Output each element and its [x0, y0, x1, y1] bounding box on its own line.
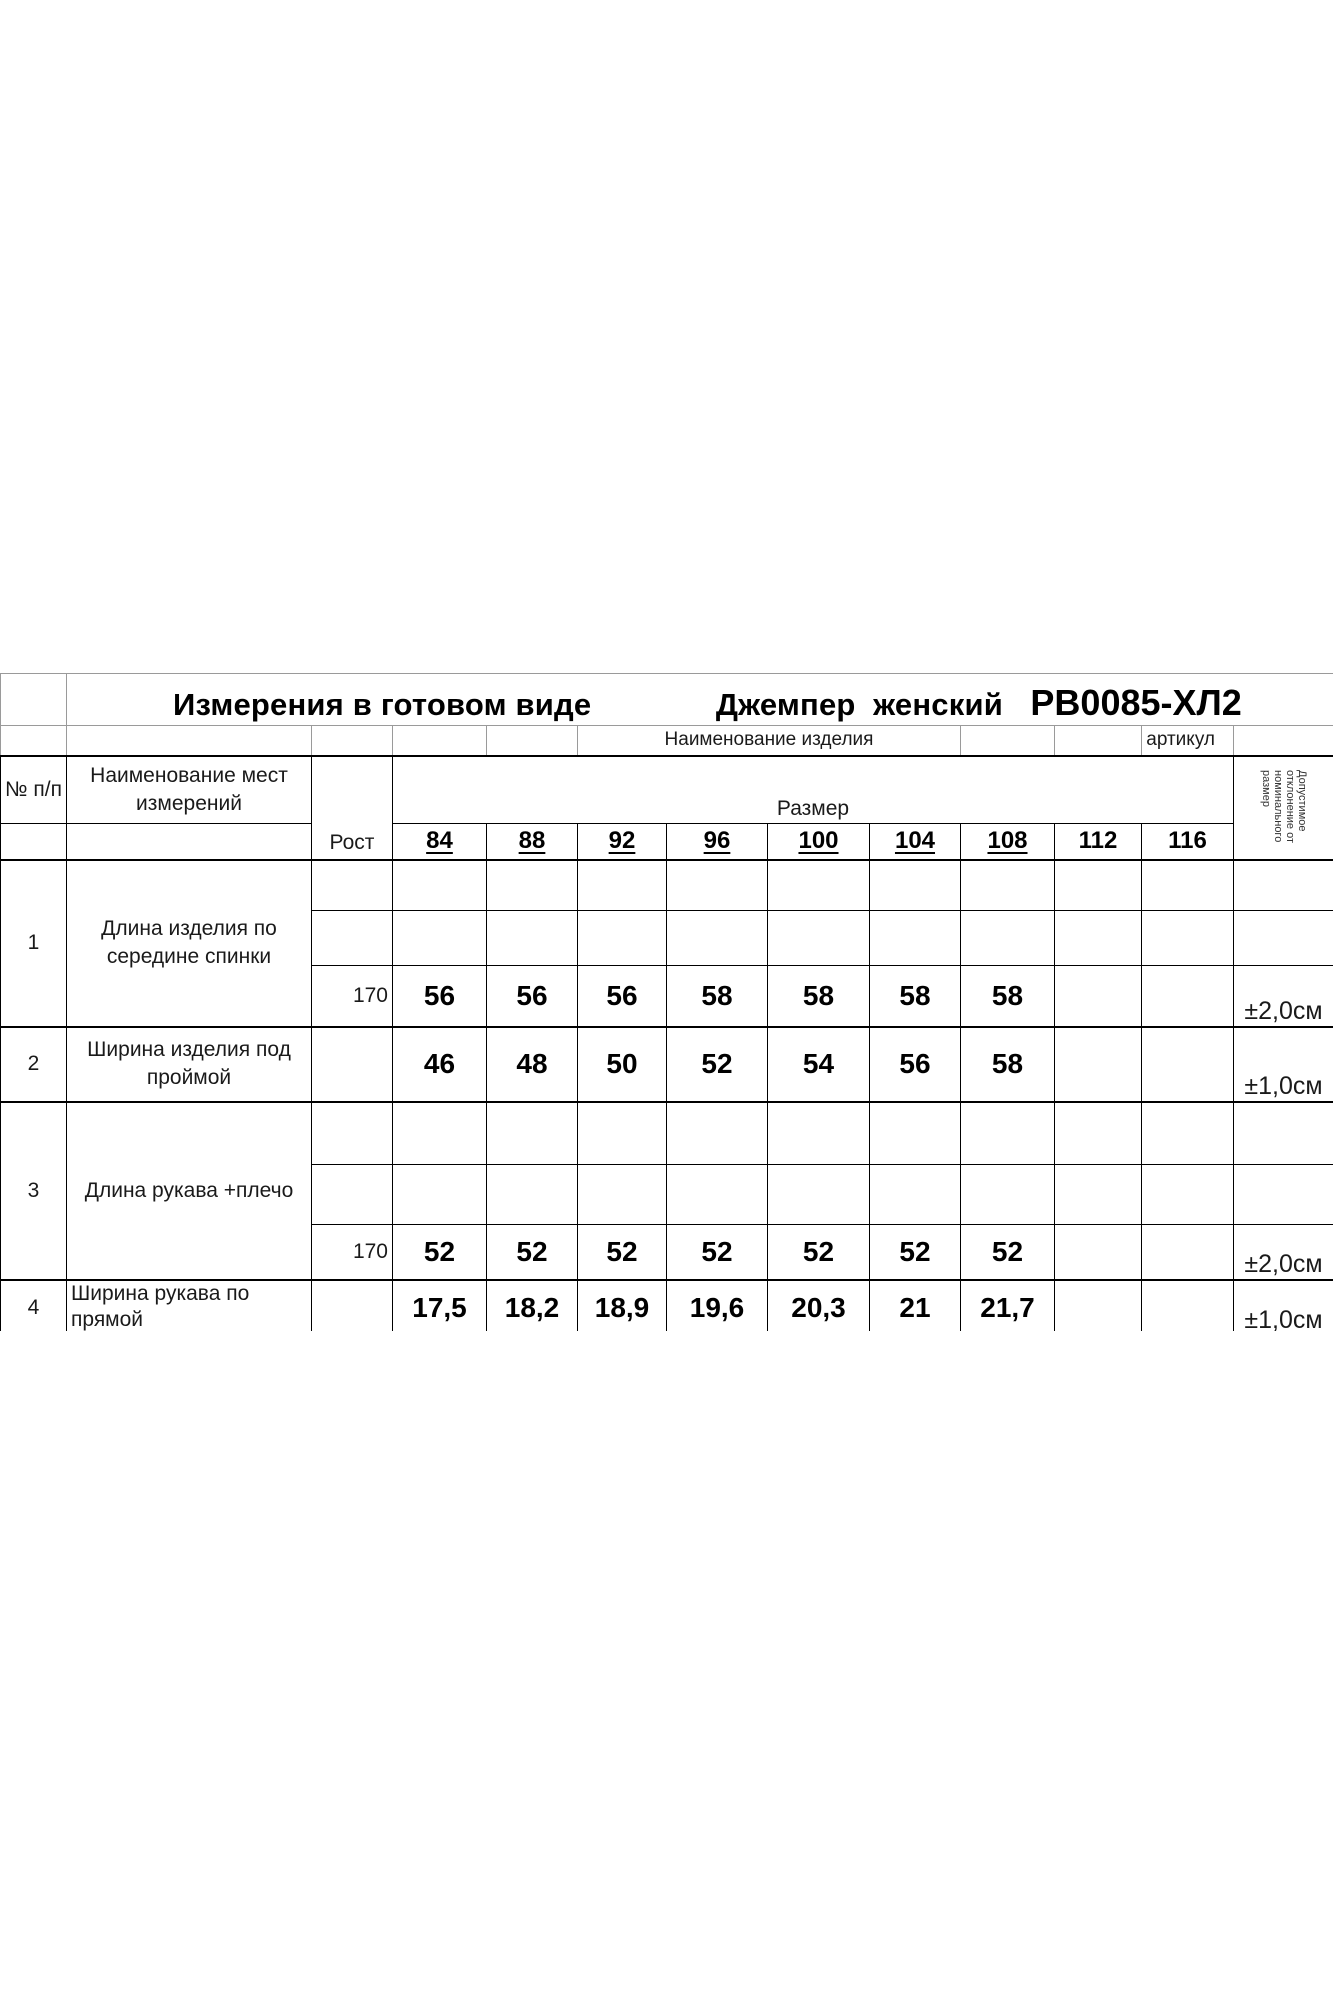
blank-cell: [578, 911, 667, 966]
blank-cell: [768, 860, 870, 911]
size-value: 20,3: [768, 1280, 870, 1332]
size-header: 96: [667, 824, 768, 860]
article-caption: артикул: [1142, 726, 1234, 756]
size-header: 88: [487, 824, 578, 860]
blank-cell: [393, 726, 487, 756]
size-value: 50: [578, 1027, 667, 1102]
height-value: [312, 1027, 393, 1102]
blank-cell: [1234, 1102, 1333, 1165]
blank-cell: [578, 860, 667, 911]
size-value: 52: [961, 1225, 1055, 1280]
size-value: 52: [768, 1225, 870, 1280]
col-size-header: Размер: [393, 756, 1234, 824]
blank-cell: [1142, 1165, 1234, 1225]
blank-cell: [312, 911, 393, 966]
size-value: 52: [487, 1225, 578, 1280]
blank-cell: [393, 911, 487, 966]
size-value: [1142, 966, 1234, 1027]
blank-cell: [1234, 911, 1333, 966]
blank-cell: [870, 1165, 961, 1225]
measure-name: Длина рукава +плечо: [67, 1102, 312, 1280]
size-header: 108: [961, 824, 1055, 860]
blank-cell: [578, 1165, 667, 1225]
size-value: 52: [667, 1027, 768, 1102]
size-value: 19,6: [667, 1280, 768, 1332]
size-value: 58: [961, 1027, 1055, 1102]
size-value: 21: [870, 1280, 961, 1332]
blank-cell: [768, 1165, 870, 1225]
blank-cell: [768, 1102, 870, 1165]
size-value: [1055, 1225, 1142, 1280]
size-value: 21,7: [961, 1280, 1055, 1332]
blank-cell: [1055, 1165, 1142, 1225]
measure-name: Ширина изделия под проймой: [67, 1027, 312, 1102]
blank-cell: [1055, 911, 1142, 966]
col-tolerance-header: [1234, 756, 1333, 860]
blank-cell: [487, 1165, 578, 1225]
blank-cell: [667, 860, 768, 911]
blank-cell: [1234, 1165, 1333, 1225]
blank-cell: [487, 726, 578, 756]
blank-cell: [578, 1102, 667, 1165]
blank-cell: [1055, 1102, 1142, 1165]
size-header: 92: [578, 824, 667, 860]
size-header: 100: [768, 824, 870, 860]
product-name: Джемпер женский: [715, 686, 1003, 722]
size-value: 58: [768, 966, 870, 1027]
size-value: [1142, 1027, 1234, 1102]
blank-cell: [393, 1102, 487, 1165]
blank-cell: [1142, 860, 1234, 911]
blank-cell: [961, 911, 1055, 966]
blank-cell: [1234, 726, 1333, 756]
size-value: 56: [393, 966, 487, 1027]
height-value: 170: [312, 1225, 393, 1280]
size-value: 52: [870, 1225, 961, 1280]
blank-cell: [667, 911, 768, 966]
size-value: 56: [870, 1027, 961, 1102]
size-value: 58: [870, 966, 961, 1027]
blank-cell: [487, 911, 578, 966]
size-value: 18,2: [487, 1280, 578, 1332]
size-value: [1142, 1280, 1234, 1332]
measure-name: Длина изделия по середине спинки: [67, 860, 312, 1027]
blank-cell: [312, 860, 393, 911]
col-measure-place-header: Наименование мест измерений: [67, 756, 312, 824]
blank-cell: [312, 1102, 393, 1165]
size-value: 52: [393, 1225, 487, 1280]
blank-cell: [870, 1102, 961, 1165]
size-value: 56: [487, 966, 578, 1027]
blank-cell: [1055, 726, 1142, 756]
size-value: [1142, 1225, 1234, 1280]
blank-cell: [1234, 860, 1333, 911]
measure-name: Ширина рукава по прямой: [67, 1280, 312, 1332]
measurement-sheet: [0, 673, 1333, 1331]
tolerance-value: ±2,0см: [1234, 966, 1333, 1027]
article-number: РВ0085-ХЛ2: [1030, 681, 1242, 723]
blank-cell: [393, 860, 487, 911]
blank-cell: [487, 860, 578, 911]
row-number: 2: [1, 1027, 67, 1102]
size-header: 104: [870, 824, 961, 860]
blank-cell: [961, 860, 1055, 911]
product-name-caption: Наименование изделия: [578, 726, 961, 756]
size-value: 58: [667, 966, 768, 1027]
blank-cell: [1, 726, 67, 756]
blank-cell: [1055, 860, 1142, 911]
blank-cell: [67, 824, 312, 860]
size-value: 58: [961, 966, 1055, 1027]
col-number-header: № п/п: [1, 756, 67, 824]
size-header: 116: [1142, 824, 1234, 860]
size-value: [1055, 1280, 1142, 1332]
blank-cell: [961, 1102, 1055, 1165]
blank-cell: [870, 860, 961, 911]
blank-cell: [1, 674, 67, 726]
size-value: [1055, 1027, 1142, 1102]
size-value: 17,5: [393, 1280, 487, 1332]
tolerance-header-text: Допустимое отклонение от номинального размер: [1259, 769, 1308, 843]
size-value: 54: [768, 1027, 870, 1102]
blank-cell: [1142, 1102, 1234, 1165]
tolerance-value: ±2,0см: [1234, 1225, 1333, 1280]
size-value: 48: [487, 1027, 578, 1102]
blank-cell: [1142, 911, 1234, 966]
measurement-table: [0, 673, 1333, 1331]
size-header: 112: [1055, 824, 1142, 860]
blank-cell: [961, 726, 1055, 756]
row-number: 3: [1, 1102, 67, 1280]
col-height-header: Рост: [312, 756, 393, 860]
size-value: 52: [667, 1225, 768, 1280]
size-value: 56: [578, 966, 667, 1027]
size-value: [1055, 966, 1142, 1027]
height-value: [312, 1280, 393, 1332]
blank-cell: [67, 726, 312, 756]
tolerance-value: ±1,0см: [1234, 1280, 1333, 1332]
size-value: 52: [578, 1225, 667, 1280]
size-value: 46: [393, 1027, 487, 1102]
blank-cell: [487, 1102, 578, 1165]
blank-cell: [667, 1102, 768, 1165]
blank-cell: [312, 1165, 393, 1225]
height-value: 170: [312, 966, 393, 1027]
blank-cell: [768, 911, 870, 966]
blank-cell: [667, 1165, 768, 1225]
page-title: Измерения в готовом виде: [173, 686, 592, 722]
row-number: 1: [1, 860, 67, 1027]
blank-cell: [393, 1165, 487, 1225]
blank-cell: [870, 911, 961, 966]
row-number: 4: [1, 1280, 67, 1332]
tolerance-value: ±1,0см: [1234, 1027, 1333, 1102]
blank-cell: [961, 1165, 1055, 1225]
blank-cell: [1, 824, 67, 860]
size-value: 18,9: [578, 1280, 667, 1332]
size-header: 84: [393, 824, 487, 860]
blank-cell: [312, 726, 393, 756]
title-bar: [67, 674, 1333, 726]
